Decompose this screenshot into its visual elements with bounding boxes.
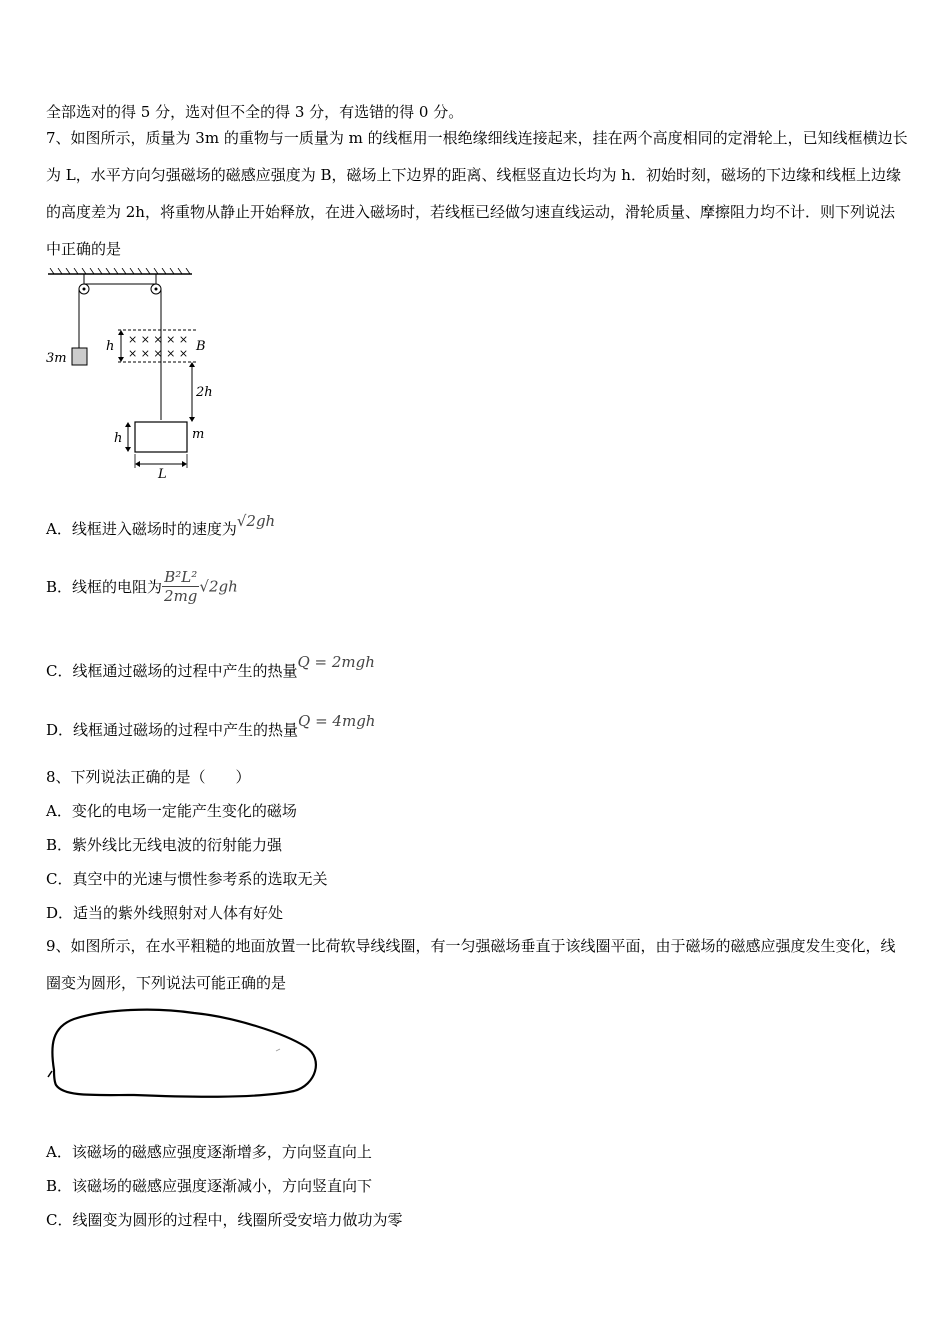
- q7-option-b-label: B．线框的电阻为: [46, 578, 163, 596]
- weight-label: 3m: [46, 351, 67, 366]
- field-label: B: [196, 339, 206, 354]
- q8-option-c: C．真空中的光速与惯性参考系的选取无关: [46, 870, 328, 888]
- gap-label: 2h: [196, 385, 213, 400]
- q7-option-a: [46, 512, 276, 539]
- q8-option-d: D．适当的紫外线照射对人体有好处: [46, 904, 284, 922]
- q9-option-a: A．该磁场的磁感应强度逐渐增多，方向竖直向上: [46, 1143, 372, 1161]
- question-7-stem: 7、如图所示，质量为 3m 的重物与一质量为 m 的线框用一根绝缘细线连接起来，挂在两个高度相同的定滑轮上，已知线框横边长为 L，水平方向匀强磁场的磁感应强度为 B，磁场上下边界的距离、线框竖直边长均为 h．初始时刻，磁场的下边缘和线框上边缘的高度差为 2h，将重物从静止开始释放，在进入磁场时，若线框已经做匀速直线运动，滑轮质量、摩擦阻力均不计．则下列说法中正确的是: [46, 129, 908, 258]
- weight-block: [72, 348, 87, 365]
- q7-option-c: [46, 653, 375, 681]
- q9-coil-figure: [44, 1005, 324, 1105]
- q7-option-d-math: Q = 4mgh: [298, 712, 376, 730]
- q8-option-b: B．紫外线比无线电波的衍射能力强: [46, 836, 283, 854]
- q7-option-d: [46, 712, 376, 740]
- frame-width-label: L: [158, 467, 167, 478]
- q7-option-c-label: C．线框通过磁场的过程中产生的热量: [46, 662, 298, 680]
- q7-option-c-math: Q = 2mgh: [297, 653, 375, 671]
- q9-option-b: B．该磁场的磁感应强度逐渐减小，方向竖直向下: [46, 1177, 373, 1195]
- q7-option-a-label: A．线框进入磁场时的速度为: [46, 520, 237, 538]
- q7-option-b-tail: √2gh: [199, 577, 238, 596]
- q7-option-b: [46, 568, 238, 605]
- frame-height-label: h: [114, 431, 123, 446]
- question-8-stem: 8、下列说法正确的是（ ）: [46, 768, 251, 786]
- q7-option-b-fraction: [162, 568, 199, 605]
- q7-option-d-label: D．线框通过磁场的过程中产生的热量: [46, 721, 299, 739]
- field-height-label: h: [106, 339, 115, 354]
- intro-text: 全部选对的得 5 分，选对但不全的得 3 分，有选错的得 0 分。: [46, 103, 464, 121]
- q9-option-c: C．线圈变为圆形的过程中，线圈所受安培力做功为零: [46, 1211, 403, 1229]
- q7-option-b-numerator: B²L²: [162, 568, 199, 587]
- field-crosses-row2: × × × × ×: [128, 347, 189, 360]
- q7-figure: [44, 268, 224, 478]
- q7-option-b-denominator: 2mg: [164, 587, 198, 605]
- question-9-stem: 9、如图所示，在水平粗糙的地面放置一比荷软导线线圈，有一匀强磁场垂直于该线圈平面，由于磁场的磁感应强度发生变化，线圈变为圆形，下列说法可能正确的是: [46, 937, 896, 992]
- field-crosses-row1: × × × × ×: [128, 333, 189, 346]
- frame-mass-label: m: [192, 427, 205, 442]
- wire-coil-outline: [52, 1010, 316, 1097]
- ceiling-hatch: [50, 268, 190, 274]
- wire-frame: [135, 422, 187, 452]
- q7-option-a-math: √2gh: [236, 512, 276, 530]
- q8-option-a: A．变化的电场一定能产生变化的磁场: [46, 802, 297, 820]
